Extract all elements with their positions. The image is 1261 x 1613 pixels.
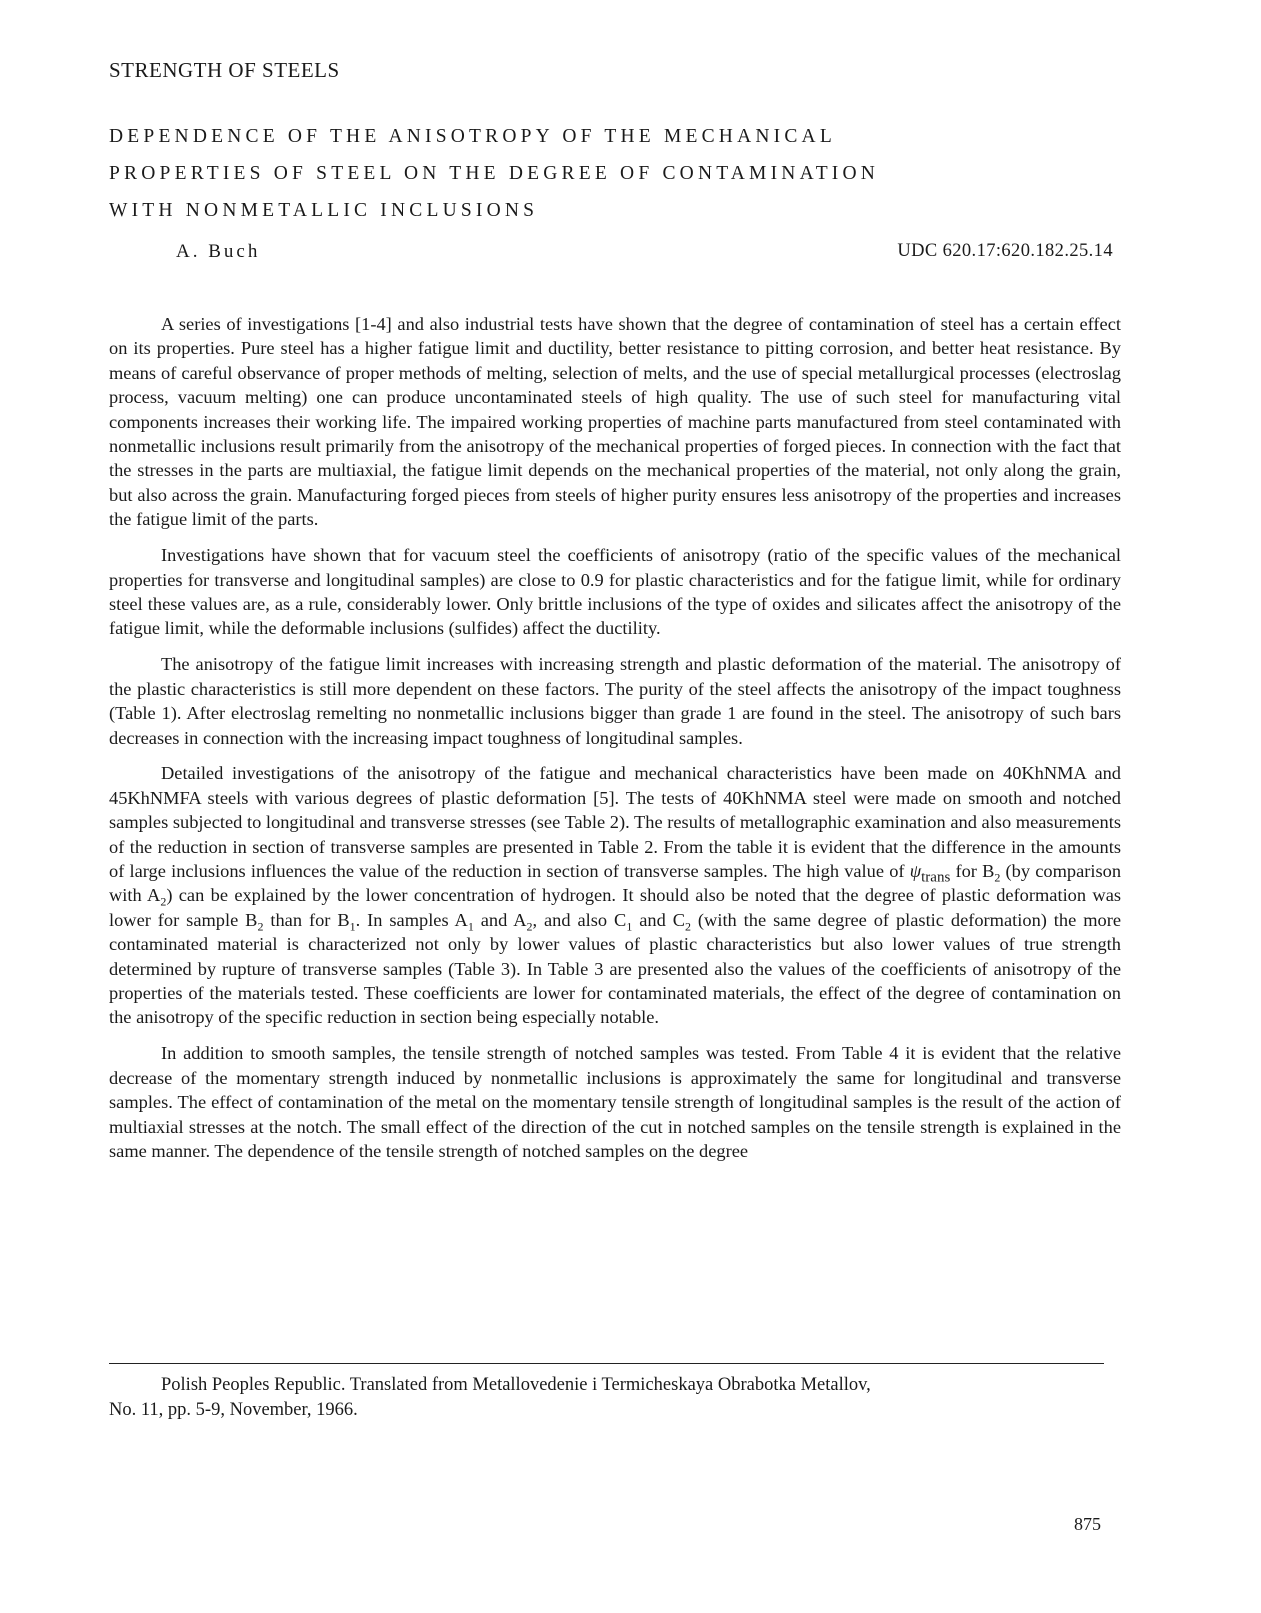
- subscript: 1: [626, 919, 633, 934]
- footnote-divider: [109, 1363, 1104, 1364]
- text-run: ) can be explained by the lower concentration of hydrogen. It should also be noted that the degree of plastic deformation was lower for sample B: [109, 885, 1122, 930]
- text-run: Detailed investigations of the anisotropy of the fatigue and mechanical characteristics have been made on 40KhNMA and 45KhNMFA steels with various degrees of plastic deformation [5]. The tests of 40KhNMA steel were made on smooth and notched samples subjected to longitudinal and transverse stresses (see Table 2). The results of metallographic examination and also measurements of the reduction in section of transverse samples are presented in Table 2. From the table it is evident that the difference in the amounts of large inclusions influences the value of the reduction in section of transverse samples. The high value of: [109, 763, 1121, 882]
- article-title: [109, 118, 1109, 229]
- psi-symbol: ψ: [909, 861, 922, 882]
- paragraph-2: Investigations have shown that for vacuum steel the coefficients of anisotropy (ratio of the specific values of the mechanical properties for transverse and longitudinal samples) are close to 0.9 for plastic characteristics and for the fatigue limit, while for ordinary steel these values are, as a rule, considerably lower. Only brittle inclusions of the type of oxides and silicates affect the anisotropy of the fatigue limit, while the deformable inclusions (sulfides) affect the ductility.: [109, 545, 1121, 639]
- text-run: than for B: [263, 909, 350, 930]
- subscript: 2: [526, 919, 533, 934]
- text-run: for B: [950, 861, 995, 882]
- title-line-1: DEPENDENCE OF THE ANISOTROPY OF THE MECHANICAL: [109, 126, 836, 147]
- udc-code: UDC 620.17:620.182.25.14: [897, 241, 1113, 261]
- article-body: [109, 312, 1121, 1175]
- text-run: . In samples A: [355, 909, 468, 930]
- text-run: and C: [632, 909, 685, 930]
- text-run: (with the same degree of plastic deformation) the more contaminated material is characterized not only by lower values of plastic characteristics but also lower values of true strength determined by rupture of transverse samples (Table 3). In Table 3 are presented also the values of the coefficients of anisotropy of the properties of the materials tested. These coefficients are lower for contaminated materials, the effect of the degree of contamination on the anisotropy of the specific reduction in section being especially notable.: [109, 909, 1121, 1028]
- subscript: 1: [349, 919, 356, 934]
- text-run: , and also C: [532, 909, 627, 930]
- title-line-3: WITH NONMETALLIC INCLUSIONS: [109, 200, 539, 221]
- subscript-trans: trans: [921, 869, 951, 886]
- paragraph-4: [109, 761, 1121, 1029]
- paragraph-1: A series of investigations [1-4] and also industrial tests have shown that the degree of contamination of steel has a certain effect on its properties. Pure steel has a higher fatigue limit and ductility, better resistance to pitting corrosion, and better heat resistance. By means of careful observance of proper methods of melting, selection of melts, and the use of special metallurgical processes (electroslag process, vacuum melting) one can produce uncontaminated steels of high quality. The use of such steel for manufacturing vital components increases their working life. The impaired working properties of machine parts manufactured from steel contaminated with nonmetallic inclusions result primarily from the anisotropy of the mechanical properties of forged pieces. In connection with the fact that the stresses in the parts are multiaxial, the fatigue limit depends on the mechanical properties of the material, not only along the grain, but also across the grain. Manufacturing forged pieces from steels of higher purity ensures less anisotropy of the properties and increases the fatigue limit of the parts.: [109, 314, 1121, 530]
- subscript: 2: [160, 895, 167, 910]
- title-line-2: PROPERTIES OF STEEL ON THE DEGREE OF CONTAMINATION: [109, 163, 880, 184]
- author-name: A. Buch: [176, 241, 261, 262]
- subscript: 2: [257, 919, 264, 934]
- subscript: 2: [685, 919, 691, 934]
- text-run: and A: [473, 909, 527, 930]
- subscript: 2: [994, 870, 1001, 885]
- footnote-line-1: Polish Peoples Republic. Translated from Metallovedenie i Termicheskaya Obrabotka Metallov,: [161, 1375, 871, 1395]
- footnote: [109, 1373, 1104, 1422]
- page-number: 875: [1074, 1514, 1101, 1534]
- subscript: 1: [467, 919, 474, 934]
- footnote-line-2: No. 11, pp. 5-9, November, 1966.: [109, 1399, 358, 1420]
- text-run: (by comparison with A: [109, 861, 1122, 906]
- paragraph-3: The anisotropy of the fatigue limit increases with increasing strength and plastic deformation of the material. The anisotropy of the plastic characteristics is still more dependent on these factors. The purity of the steel affects the anisotropy of the impact toughness (Table 1). After electroslag remelting no nonmetallic inclusions bigger than grade 1 are found in the steel. The anisotropy of such bars decreases in connection with the increasing impact toughness of longitudinal samples.: [109, 654, 1121, 748]
- section-header: STRENGTH OF STEELS: [109, 58, 340, 82]
- paragraph-5: In addition to smooth samples, the tensile strength of notched samples was tested. From Table 4 it is evident that the relative decrease of the momentary strength induced by nonmetallic inclusions is approximately the same for longitudinal and transverse samples. The effect of contamination of the metal on the momentary tensile strength of longitudinal samples is the result of the action of multiaxial stresses at the notch. The small effect of the direction of the cut in notched samples on the tensile strength is explained in the same manner. The dependence of the tensile strength of notched samples on the degree: [109, 1043, 1121, 1161]
